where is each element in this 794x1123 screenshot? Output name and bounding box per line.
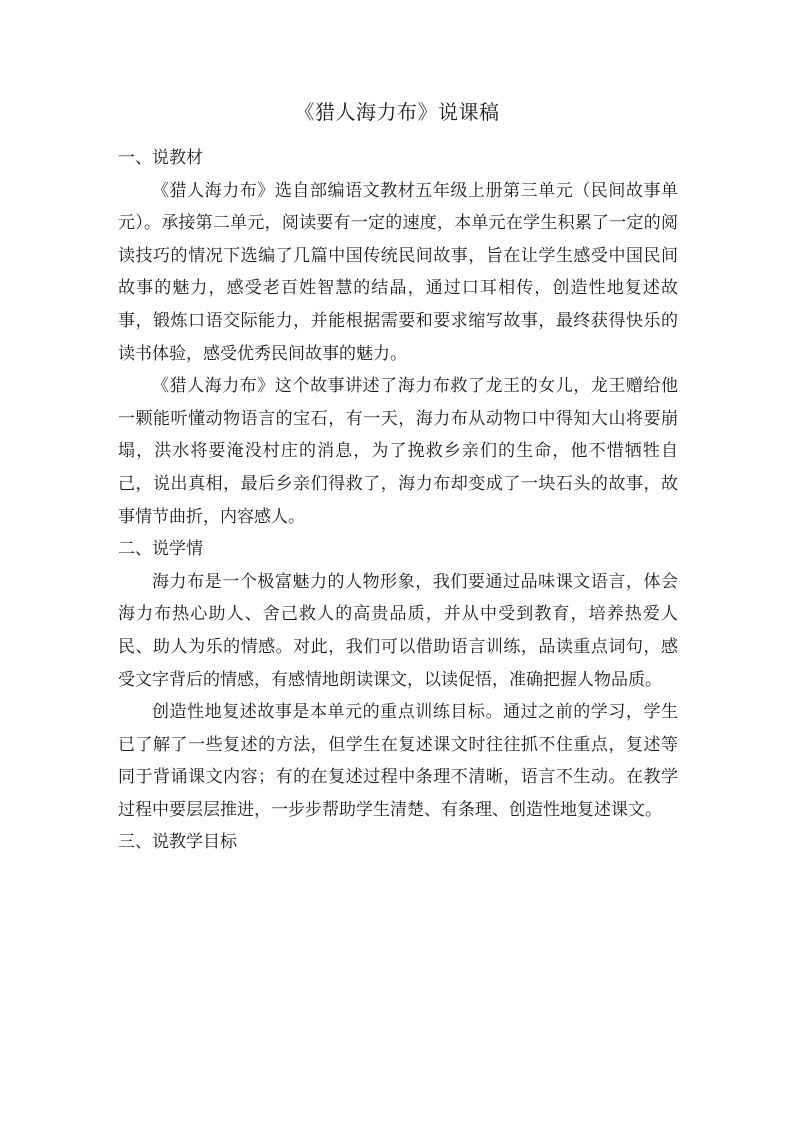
section-heading-teaching-goals: 三、说教学目标	[118, 832, 237, 853]
paragraph: 《猎人海力布》这个故事讲述了海力布救了龙王的女儿，龙王赠给他一颗能听懂动物语言的宝石，有一天，海力布从动物口中得知大山将要崩塌，洪水将要淹没村庄的消息，为了挽救乡亲们的生命，他不惜牺牲自己，说出真相，最后乡亲们得救了，海力布却变成了一块石头的故事，故事情节曲折，内容感人。	[118, 376, 678, 527]
section-heading-teaching-material: 一、说教材	[118, 148, 203, 168]
document-body	[118, 142, 678, 859]
section-heading-student-situation: 二、说学情	[118, 539, 203, 560]
document-title: 《猎人海力布》说课稿	[294, 100, 500, 124]
paragraph: 创造性地复述故事是本单元的重点训练目标。通过之前的学习，学生已了解了一些复述的方法，但学生在复述课文时往往抓不住重点，复述等同于背诵课文内容；有的在复述过程中条理不清晰，语言不生动。在教学过程中要层层推进，一步步帮助学生清楚、有条理、创造性地复述课文。	[118, 702, 678, 820]
paragraph: 《猎人海力布》选自部编语文教材五年级上册第三单元（民间故事单元）。承接第二单元，阅读要有一定的速度，本单元在学生积累了一定的阅读技巧的情况下选编了几篇中国传统民间故事，旨在让学生感受中国民间故事的魅力，感受老百姓智慧的结晶，通过口耳相传，创造性地复述故事，锻炼口语交际能力，并能根据需要和要求缩写故事，最终获得快乐的读书体验，感受优秀民间故事的魅力。	[118, 180, 678, 364]
paragraph: 海力布是一个极富魅力的人物形象，我们要通过品味课文语言，体会海力布热心助人、舍己救人的高贵品质，并从中受到教育，培养热爱人民、助人为乐的情感。对此，我们可以借助语言训练，品读重点词句，感受文字背后的情感，有感情地朗读课文，以读促悟，准确把握人物品质。	[118, 571, 678, 690]
